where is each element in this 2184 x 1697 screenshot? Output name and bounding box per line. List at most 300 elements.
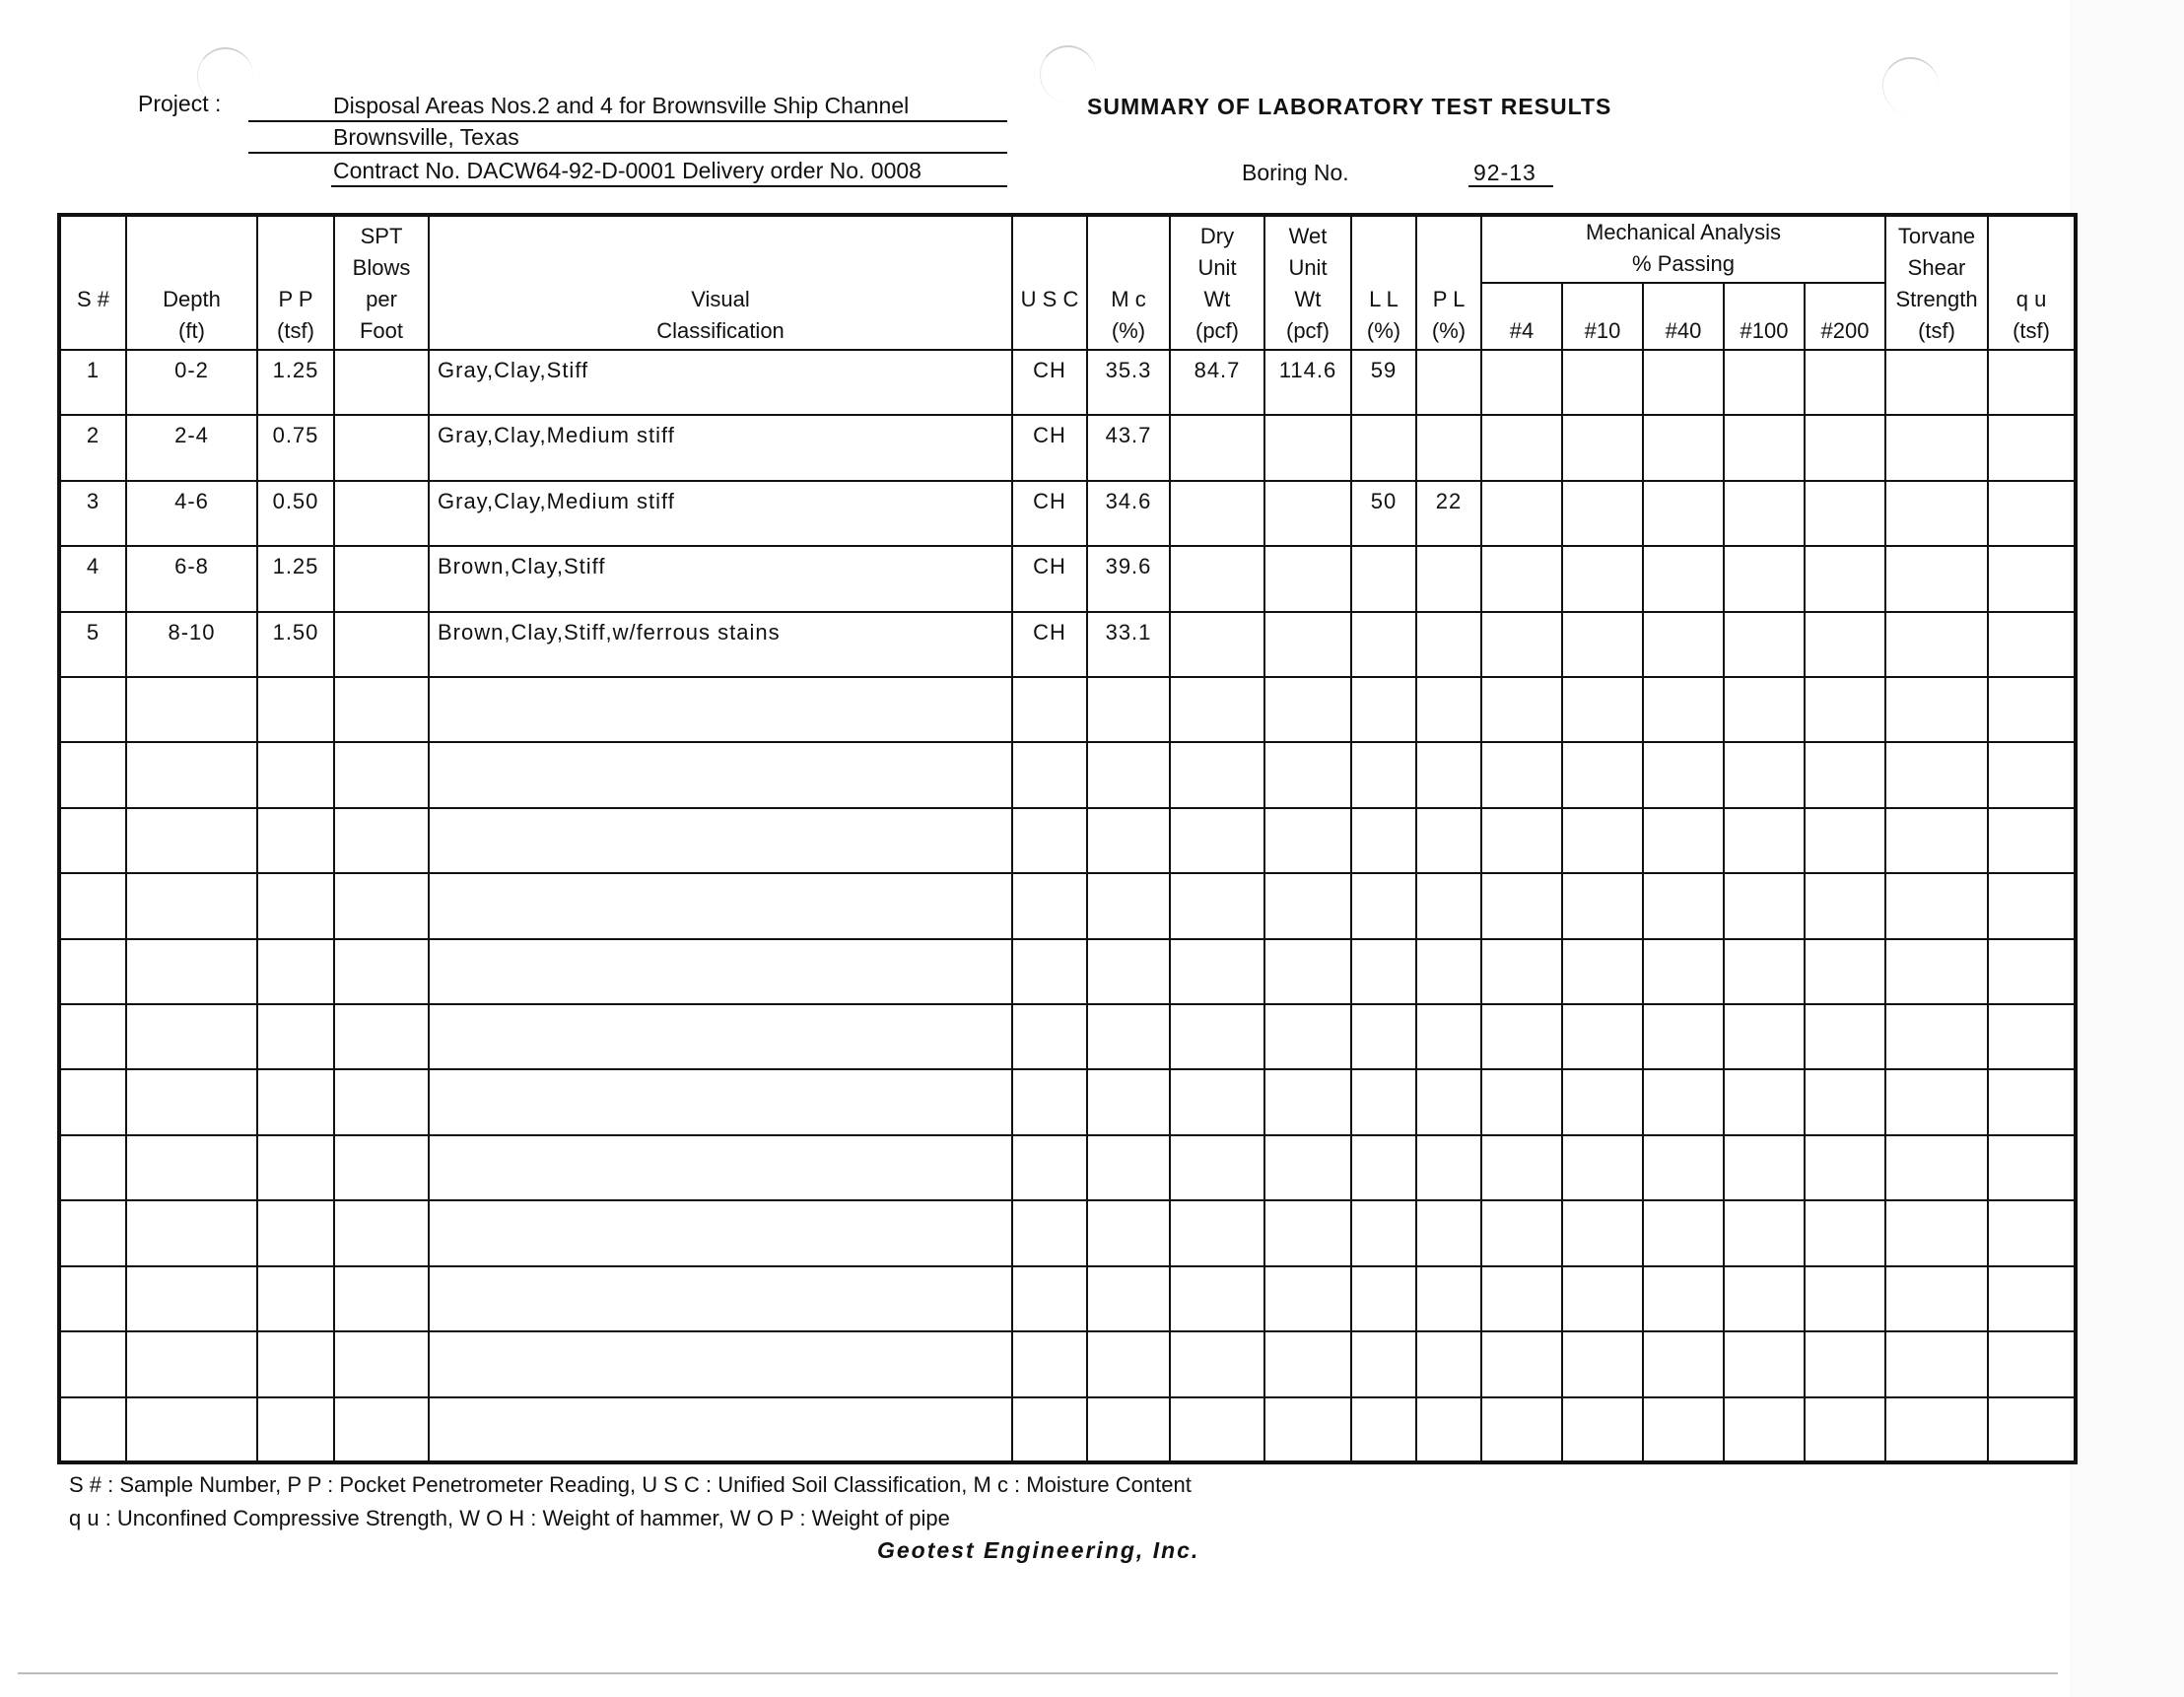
cell-empty bbox=[1805, 481, 1885, 546]
cell-empty bbox=[1988, 742, 2076, 807]
cell-empty bbox=[429, 808, 1012, 873]
empty-row bbox=[59, 939, 2076, 1004]
cell-empty bbox=[257, 1266, 334, 1331]
cell-cls: Gray,Clay,Medium stiff bbox=[429, 481, 1012, 546]
col-sieve-200: #200 bbox=[1805, 283, 1885, 350]
empty-row bbox=[59, 873, 2076, 938]
cell-empty bbox=[126, 677, 257, 742]
cell-empty bbox=[1988, 808, 2076, 873]
cell-s: 2 bbox=[59, 415, 126, 480]
project-line-3: Contract No. DACW64-92-D-0001 Delivery order No. 0008 bbox=[333, 158, 921, 183]
cell-empty bbox=[59, 1397, 126, 1463]
empty-row bbox=[59, 808, 2076, 873]
cell-empty bbox=[429, 873, 1012, 938]
cell-empty bbox=[1481, 873, 1562, 938]
underline bbox=[248, 120, 1007, 122]
empty-row bbox=[59, 1135, 2076, 1200]
cell-spt bbox=[334, 415, 429, 480]
cell-empty bbox=[1724, 742, 1805, 807]
cell-wet bbox=[1264, 415, 1351, 480]
cell-mc: 35.3 bbox=[1087, 350, 1170, 415]
cell-empty bbox=[1805, 677, 1885, 742]
cell-empty bbox=[1012, 1266, 1087, 1331]
cell-empty bbox=[1724, 808, 1805, 873]
cell-empty bbox=[59, 742, 126, 807]
col-wet-unit-wt: Wet Unit Wt (pcf) bbox=[1264, 215, 1351, 350]
cell-empty bbox=[1562, 677, 1643, 742]
cell-empty bbox=[1643, 1135, 1724, 1200]
cell-pp: 1.25 bbox=[257, 546, 334, 611]
cell-empty bbox=[1087, 677, 1170, 742]
empty-row bbox=[59, 1397, 2076, 1463]
cell-dry bbox=[1170, 546, 1264, 611]
cell-empty bbox=[257, 677, 334, 742]
cell-empty bbox=[1416, 677, 1481, 742]
cell-empty bbox=[1416, 873, 1481, 938]
cell-empty bbox=[1351, 677, 1416, 742]
cell-empty bbox=[1481, 1135, 1562, 1200]
cell-pl bbox=[1416, 350, 1481, 415]
cell-pp: 0.50 bbox=[257, 481, 334, 546]
cell-empty bbox=[1805, 1200, 1885, 1265]
cell-dry bbox=[1170, 415, 1264, 480]
cell-empty bbox=[429, 939, 1012, 1004]
cell-empty bbox=[1988, 1004, 2076, 1069]
cell-empty bbox=[1170, 742, 1264, 807]
cell-empty bbox=[257, 939, 334, 1004]
cell-spt bbox=[334, 612, 429, 677]
empty-row bbox=[59, 1331, 2076, 1396]
cell-empty bbox=[1170, 1004, 1264, 1069]
cell-empty bbox=[1264, 1397, 1351, 1463]
cell-pl bbox=[1416, 612, 1481, 677]
cell-empty bbox=[1988, 1266, 2076, 1331]
cell-empty bbox=[1481, 415, 1562, 480]
cell-empty bbox=[1988, 1069, 2076, 1134]
cell-empty bbox=[257, 1069, 334, 1134]
col-mechanical-analysis: Mechanical Analysis % Passing bbox=[1481, 215, 1885, 283]
col-pp: P P (tsf) bbox=[257, 215, 334, 350]
cell-dry bbox=[1170, 481, 1264, 546]
cell-empty bbox=[1988, 677, 2076, 742]
cell-empty bbox=[1643, 481, 1724, 546]
cell-empty bbox=[1481, 1200, 1562, 1265]
cell-empty bbox=[126, 1069, 257, 1134]
cell-empty bbox=[1416, 1135, 1481, 1200]
table-row bbox=[59, 612, 2076, 677]
cell-empty bbox=[1805, 415, 1885, 480]
cell-empty bbox=[1988, 1200, 2076, 1265]
col-sieve-40: #40 bbox=[1643, 283, 1724, 350]
cell-empty bbox=[429, 1135, 1012, 1200]
cell-empty bbox=[1805, 546, 1885, 611]
cell-empty bbox=[1643, 1266, 1724, 1331]
cell-cls: Gray,Clay,Stiff bbox=[429, 350, 1012, 415]
cell-empty bbox=[1805, 1331, 1885, 1396]
cell-empty bbox=[59, 1004, 126, 1069]
cell-empty bbox=[1643, 1200, 1724, 1265]
cell-wet bbox=[1264, 612, 1351, 677]
cell-empty bbox=[1351, 1069, 1416, 1134]
cell-empty bbox=[1351, 873, 1416, 938]
cell-empty bbox=[1012, 1135, 1087, 1200]
cell-empty bbox=[1562, 612, 1643, 677]
cell-empty bbox=[1170, 1266, 1264, 1331]
cell-empty bbox=[1170, 1331, 1264, 1396]
project-label: Project : bbox=[138, 91, 222, 116]
cell-empty bbox=[1562, 350, 1643, 415]
cell-empty bbox=[1885, 808, 1988, 873]
cell-empty bbox=[334, 1266, 429, 1331]
cell-empty bbox=[1481, 808, 1562, 873]
cell-empty bbox=[429, 1331, 1012, 1396]
cell-pp: 1.50 bbox=[257, 612, 334, 677]
cell-empty bbox=[126, 939, 257, 1004]
cell-empty bbox=[1805, 1069, 1885, 1134]
cell-empty bbox=[334, 742, 429, 807]
cell-empty bbox=[334, 939, 429, 1004]
cell-empty bbox=[1012, 1069, 1087, 1134]
cell-empty bbox=[334, 873, 429, 938]
page-edge-shadow bbox=[2070, 0, 2184, 1697]
cell-mc: 34.6 bbox=[1087, 481, 1170, 546]
cell-empty bbox=[429, 1200, 1012, 1265]
cell-empty bbox=[1885, 939, 1988, 1004]
boring-label: Boring No. bbox=[1242, 160, 1349, 185]
cell-empty bbox=[1264, 808, 1351, 873]
legend-line-2: q u : Unconfined Compressive Strength, W O H : Weight of hammer, W O P : Weight of pipe bbox=[69, 1506, 950, 1530]
cell-empty bbox=[334, 1200, 429, 1265]
cell-empty bbox=[1562, 873, 1643, 938]
empty-row bbox=[59, 1069, 2076, 1134]
cell-empty bbox=[126, 1266, 257, 1331]
col-usc: U S C bbox=[1012, 215, 1087, 350]
cell-empty bbox=[1562, 415, 1643, 480]
cell-dry: 84.7 bbox=[1170, 350, 1264, 415]
empty-row bbox=[59, 1200, 2076, 1265]
cell-wet bbox=[1264, 481, 1351, 546]
cell-empty bbox=[1643, 546, 1724, 611]
cell-empty bbox=[1643, 939, 1724, 1004]
cell-empty bbox=[1012, 939, 1087, 1004]
cell-empty bbox=[257, 1331, 334, 1396]
cell-empty bbox=[1416, 1266, 1481, 1331]
cell-empty bbox=[1562, 808, 1643, 873]
cell-empty bbox=[1885, 1004, 1988, 1069]
cell-empty bbox=[1988, 1135, 2076, 1200]
cell-empty bbox=[1481, 612, 1562, 677]
cell-dry bbox=[1170, 612, 1264, 677]
cell-empty bbox=[1643, 415, 1724, 480]
cell-usc: CH bbox=[1012, 350, 1087, 415]
cell-empty bbox=[1170, 808, 1264, 873]
cell-empty bbox=[1724, 677, 1805, 742]
cell-empty bbox=[1264, 1200, 1351, 1265]
cell-empty bbox=[1351, 1331, 1416, 1396]
cell-empty bbox=[1170, 677, 1264, 742]
cell-empty bbox=[1012, 1200, 1087, 1265]
cell-empty bbox=[429, 1004, 1012, 1069]
cell-s: 3 bbox=[59, 481, 126, 546]
cell-empty bbox=[126, 1135, 257, 1200]
cell-empty bbox=[1416, 1069, 1481, 1134]
cell-empty bbox=[1264, 677, 1351, 742]
cell-pl: 22 bbox=[1416, 481, 1481, 546]
cell-empty bbox=[1264, 1135, 1351, 1200]
cell-empty bbox=[1264, 939, 1351, 1004]
cell-empty bbox=[1724, 612, 1805, 677]
cell-empty bbox=[1087, 1069, 1170, 1134]
cell-empty bbox=[1012, 1004, 1087, 1069]
cell-wet bbox=[1264, 546, 1351, 611]
cell-empty bbox=[59, 939, 126, 1004]
cell-s: 4 bbox=[59, 546, 126, 611]
cell-empty bbox=[1885, 481, 1988, 546]
cell-pp: 0.75 bbox=[257, 415, 334, 480]
cell-usc: CH bbox=[1012, 481, 1087, 546]
cell-empty bbox=[1170, 1135, 1264, 1200]
cell-empty bbox=[126, 808, 257, 873]
cell-empty bbox=[1562, 939, 1643, 1004]
summary-title: SUMMARY OF LABORATORY TEST RESULTS bbox=[1087, 94, 1612, 119]
underline bbox=[1468, 185, 1553, 187]
cell-empty bbox=[1481, 742, 1562, 807]
underline bbox=[331, 185, 1007, 187]
col-visual-classification: Visual Classification bbox=[429, 215, 1012, 350]
cell-spt bbox=[334, 546, 429, 611]
col-ll: L L (%) bbox=[1351, 215, 1416, 350]
col-pl: P L (%) bbox=[1416, 215, 1481, 350]
empty-row bbox=[59, 742, 2076, 807]
cell-depth: 6-8 bbox=[126, 546, 257, 611]
cell-empty bbox=[257, 873, 334, 938]
cell-empty bbox=[1264, 1266, 1351, 1331]
cell-depth: 8-10 bbox=[126, 612, 257, 677]
cell-empty bbox=[1264, 1004, 1351, 1069]
cell-empty bbox=[1643, 1069, 1724, 1134]
col-mc: M c (%) bbox=[1087, 215, 1170, 350]
cell-empty bbox=[1170, 873, 1264, 938]
empty-row bbox=[59, 1004, 2076, 1069]
cell-empty bbox=[1885, 546, 1988, 611]
cell-depth: 0-2 bbox=[126, 350, 257, 415]
cell-empty bbox=[1416, 1397, 1481, 1463]
cell-pl bbox=[1416, 546, 1481, 611]
cell-empty bbox=[1481, 1331, 1562, 1396]
cell-empty bbox=[1724, 1266, 1805, 1331]
cell-ll: 59 bbox=[1351, 350, 1416, 415]
cell-empty bbox=[1012, 1397, 1087, 1463]
page-bottom-rule bbox=[18, 1672, 2058, 1674]
cell-mc: 43.7 bbox=[1087, 415, 1170, 480]
underline bbox=[248, 152, 1007, 154]
cell-empty bbox=[1087, 1397, 1170, 1463]
empty-row bbox=[59, 677, 2076, 742]
cell-empty bbox=[1562, 481, 1643, 546]
cell-empty bbox=[1351, 742, 1416, 807]
cell-empty bbox=[1416, 939, 1481, 1004]
cell-empty bbox=[334, 808, 429, 873]
cell-empty bbox=[1264, 742, 1351, 807]
cell-empty bbox=[1012, 1331, 1087, 1396]
cell-empty bbox=[1351, 1266, 1416, 1331]
cell-empty bbox=[1724, 1135, 1805, 1200]
cell-empty bbox=[1562, 1069, 1643, 1134]
cell-empty bbox=[1481, 1397, 1562, 1463]
cell-empty bbox=[59, 677, 126, 742]
cell-empty bbox=[126, 1397, 257, 1463]
cell-empty bbox=[1481, 350, 1562, 415]
company-name: Geotest Engineering, Inc. bbox=[877, 1537, 1200, 1563]
col-sample-number: S # bbox=[59, 215, 126, 350]
cell-empty bbox=[1481, 677, 1562, 742]
cell-empty bbox=[257, 1200, 334, 1265]
cell-empty bbox=[1351, 1135, 1416, 1200]
cell-empty bbox=[1724, 350, 1805, 415]
cell-empty bbox=[1988, 939, 2076, 1004]
cell-empty bbox=[1351, 1397, 1416, 1463]
cell-empty bbox=[1805, 612, 1885, 677]
cell-empty bbox=[1087, 1135, 1170, 1200]
cell-empty bbox=[429, 677, 1012, 742]
cell-spt bbox=[334, 350, 429, 415]
cell-empty bbox=[429, 1266, 1012, 1331]
cell-empty bbox=[1087, 939, 1170, 1004]
cell-empty bbox=[334, 1004, 429, 1069]
col-qu: q u (tsf) bbox=[1988, 215, 2076, 350]
table-row bbox=[59, 546, 2076, 611]
cell-empty bbox=[1562, 742, 1643, 807]
cell-usc: CH bbox=[1012, 546, 1087, 611]
cell-empty bbox=[1170, 1069, 1264, 1134]
col-torvane: Torvane Shear Strength (tsf) bbox=[1885, 215, 1988, 350]
cell-empty bbox=[126, 873, 257, 938]
cell-empty bbox=[1724, 1200, 1805, 1265]
cell-ll bbox=[1351, 546, 1416, 611]
cell-spt bbox=[334, 481, 429, 546]
cell-empty bbox=[1724, 1331, 1805, 1396]
cell-empty bbox=[1885, 873, 1988, 938]
cell-empty bbox=[1416, 808, 1481, 873]
cell-empty bbox=[1724, 481, 1805, 546]
cell-empty bbox=[1562, 1004, 1643, 1069]
cell-empty bbox=[334, 1397, 429, 1463]
cell-empty bbox=[1087, 1331, 1170, 1396]
cell-empty bbox=[1481, 481, 1562, 546]
cell-ll bbox=[1351, 415, 1416, 480]
cell-empty bbox=[1012, 677, 1087, 742]
cell-empty bbox=[257, 1397, 334, 1463]
cell-empty bbox=[1416, 1331, 1481, 1396]
cell-empty bbox=[1012, 808, 1087, 873]
cell-empty bbox=[429, 1397, 1012, 1463]
cell-empty bbox=[1643, 1331, 1724, 1396]
cell-empty bbox=[1885, 415, 1988, 480]
cell-pl bbox=[1416, 415, 1481, 480]
cell-empty bbox=[1643, 1397, 1724, 1463]
cell-empty bbox=[1562, 1200, 1643, 1265]
cell-empty bbox=[1988, 481, 2076, 546]
cell-empty bbox=[1087, 1266, 1170, 1331]
cell-empty bbox=[1988, 350, 2076, 415]
cell-empty bbox=[1643, 742, 1724, 807]
cell-usc: CH bbox=[1012, 415, 1087, 480]
cell-empty bbox=[1562, 1331, 1643, 1396]
cell-empty bbox=[429, 1069, 1012, 1134]
punch-hole-mark bbox=[1882, 57, 1939, 114]
project-line-2: Brownsville, Texas bbox=[333, 124, 519, 150]
cell-empty bbox=[257, 808, 334, 873]
boring-number: 92-13 bbox=[1473, 160, 1536, 185]
cell-empty bbox=[1087, 873, 1170, 938]
table-row bbox=[59, 415, 2076, 480]
cell-empty bbox=[1988, 612, 2076, 677]
cell-empty bbox=[429, 742, 1012, 807]
cell-empty bbox=[1643, 1004, 1724, 1069]
cell-empty bbox=[1885, 1266, 1988, 1331]
cell-empty bbox=[59, 1331, 126, 1396]
cell-empty bbox=[1562, 546, 1643, 611]
cell-empty bbox=[59, 1069, 126, 1134]
cell-cls: Gray,Clay,Medium stiff bbox=[429, 415, 1012, 480]
cell-empty bbox=[1562, 1397, 1643, 1463]
cell-empty bbox=[1724, 1397, 1805, 1463]
cell-empty bbox=[1805, 873, 1885, 938]
cell-empty bbox=[1724, 546, 1805, 611]
cell-empty bbox=[1988, 1331, 2076, 1396]
cell-empty bbox=[1805, 808, 1885, 873]
cell-cls: Brown,Clay,Stiff bbox=[429, 546, 1012, 611]
cell-empty bbox=[1643, 350, 1724, 415]
table-row bbox=[59, 350, 2076, 415]
cell-empty bbox=[1416, 1200, 1481, 1265]
col-sieve-10: #10 bbox=[1562, 283, 1643, 350]
cell-empty bbox=[1481, 1069, 1562, 1134]
cell-empty bbox=[1643, 612, 1724, 677]
cell-wet: 114.6 bbox=[1264, 350, 1351, 415]
col-depth: Depth (ft) bbox=[126, 215, 257, 350]
cell-empty bbox=[1988, 873, 2076, 938]
cell-empty bbox=[1885, 612, 1988, 677]
cell-empty bbox=[1643, 873, 1724, 938]
cell-empty bbox=[1012, 873, 1087, 938]
cell-s: 1 bbox=[59, 350, 126, 415]
cell-empty bbox=[1170, 1200, 1264, 1265]
cell-empty bbox=[1264, 1069, 1351, 1134]
cell-cls: Brown,Clay,Stiff,w/ferrous stains bbox=[429, 612, 1012, 677]
cell-empty bbox=[1643, 677, 1724, 742]
cell-empty bbox=[1724, 415, 1805, 480]
cell-empty bbox=[1012, 742, 1087, 807]
table-row bbox=[59, 481, 2076, 546]
lab-results-table bbox=[57, 213, 2078, 1464]
cell-empty bbox=[1416, 742, 1481, 807]
cell-pp: 1.25 bbox=[257, 350, 334, 415]
col-dry-unit-wt: Dry Unit Wt (pcf) bbox=[1170, 215, 1264, 350]
cell-empty bbox=[257, 1135, 334, 1200]
cell-mc: 33.1 bbox=[1087, 612, 1170, 677]
cell-empty bbox=[126, 1200, 257, 1265]
cell-empty bbox=[1805, 1397, 1885, 1463]
cell-empty bbox=[334, 1135, 429, 1200]
cell-empty bbox=[1643, 808, 1724, 873]
cell-empty bbox=[1087, 1200, 1170, 1265]
cell-empty bbox=[1724, 1004, 1805, 1069]
cell-empty bbox=[1351, 1200, 1416, 1265]
cell-empty bbox=[1885, 1200, 1988, 1265]
cell-empty bbox=[59, 1200, 126, 1265]
cell-ll: 50 bbox=[1351, 481, 1416, 546]
